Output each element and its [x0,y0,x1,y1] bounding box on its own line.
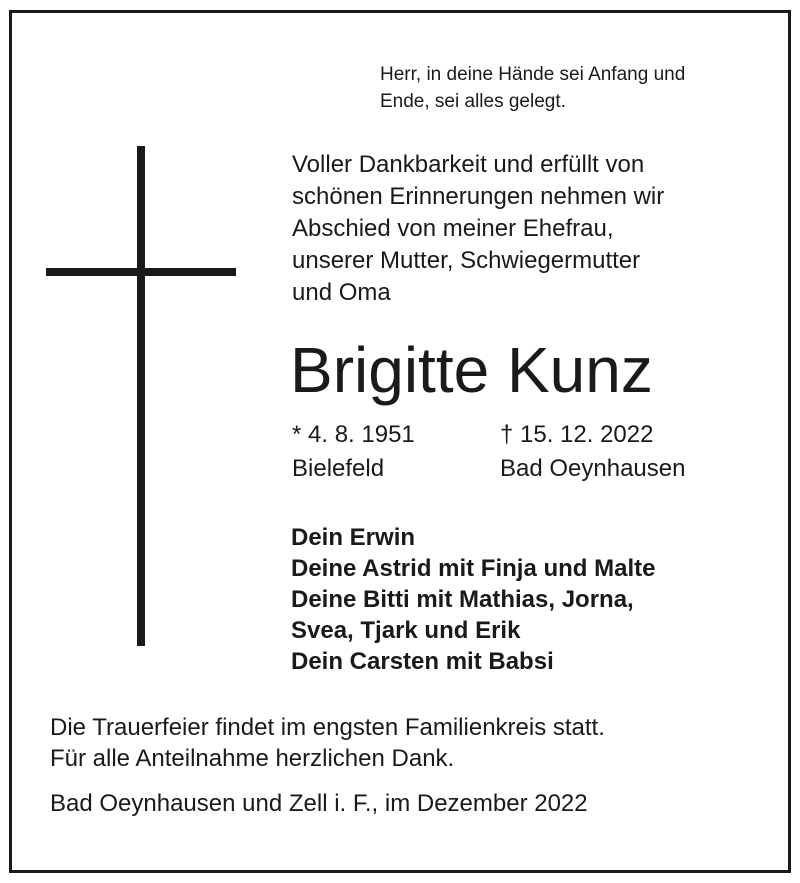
cross-horizontal-bar [46,268,236,276]
death-info [500,418,685,486]
mourner-line: Dein Carsten mit Babsi [291,648,554,675]
bible-quote [380,61,770,115]
bible-quote-line: Ende, sei alles gelegt. [380,91,566,112]
intro-text [292,149,762,309]
mourners-list [291,522,751,677]
intro-line: Voller Dankbarkeit und erfüllt von [292,151,645,178]
mourner-line: Svea, Tjark und Erik [291,617,521,644]
birth-place: Bielefeld [292,455,385,482]
mourner-line: Deine Bitti mit Mathias, Jorna, [291,586,634,613]
intro-line: unserer Mutter, Schwiegermutter [292,247,641,274]
death-place: Bad Oeynhausen [500,455,686,482]
mourner-line: Dein Erwin [291,524,416,551]
funeral-notice [50,712,780,774]
birth-info [292,418,415,486]
intro-line: Abschied von meiner Ehefrau, [292,215,614,242]
cross-vertical-bar [137,146,145,646]
funeral-notice-line: Für alle Anteilnahme herzlichen Dank. [50,745,455,772]
deceased-name: Brigitte Kunz [290,334,653,406]
death-date: † 15. 12. 2022 [500,421,654,448]
funeral-notice-line: Die Trauerfeier findet im engsten Familienkreis statt. [50,714,605,741]
bible-quote-line: Herr, in deine Hände sei Anfang und [380,64,686,85]
place-and-date: Bad Oeynhausen und Zell i. F., im Dezember 2022 [50,790,588,817]
mourner-line: Deine Astrid mit Finja und Malte [291,555,656,582]
intro-line: schönen Erinnerungen nehmen wir [292,183,665,210]
birth-date: * 4. 8. 1951 [292,421,415,448]
intro-line: und Oma [292,279,391,306]
